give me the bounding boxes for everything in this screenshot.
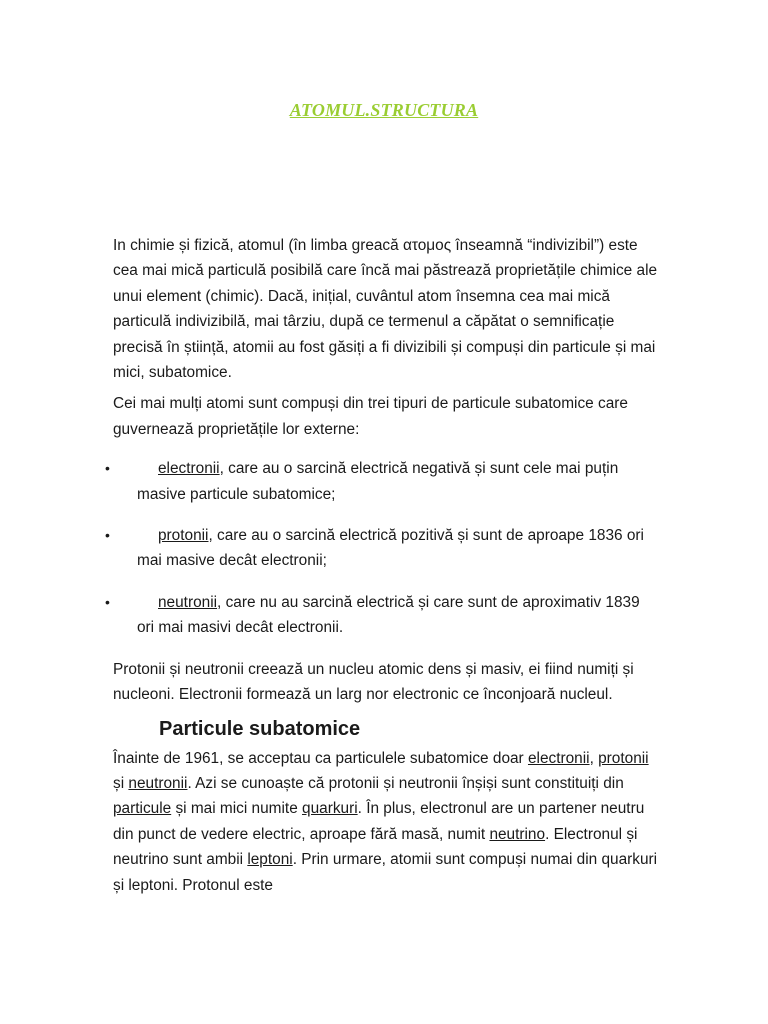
paragraph-nucleons: Protonii și neutronii creează un nucleu atomic dens și masiv, ei fiind numiți și nucleoni. Electronii formează un larg nor electronic ce înconjoară nucleul. <box>113 660 634 704</box>
link-protonii[interactable]: protonii <box>158 527 209 545</box>
link-quarkuri[interactable]: quarkuri <box>302 800 358 818</box>
link-neutrino[interactable]: neutrino <box>489 825 546 843</box>
link-electronii[interactable]: electronii <box>158 460 220 478</box>
list-item-text: , care nu au sarcină electrică și care sunt de aproximativ 1839 ori mai masivi decât electronii. <box>137 593 640 637</box>
particle-list <box>105 456 661 640</box>
list-item <box>105 456 661 507</box>
link-particule[interactable]: particule <box>113 800 172 818</box>
link-neutronii[interactable]: neutronii <box>158 593 218 611</box>
list-item-text: , care au o sarcină electrică pozitivă și sunt de aproape 1836 ori mai masive decât electronii; <box>137 527 644 570</box>
list-item <box>105 523 661 574</box>
bullet-icon: • <box>105 460 110 477</box>
document-title: ATOMUL.STRUCTURA <box>289 100 479 120</box>
link-electronii-2[interactable]: electronii <box>527 749 590 767</box>
document-body <box>105 233 661 898</box>
paragraph-intro: In chimie și fizică, atomul (în limba greacă ατομος înseamnă “indivizibil”) este cea mai mică particulă posibilă care încă mai păstrează proprietățile chimice ale unui element (chimic). Dacă, inițial, cuvântul atom însemna cea mai mică particulă indivizibilă, mai târziu, după ce termenul a căpătat o semnificație precisă în știință, atomii au fost găsiți a fi divizibili și compuși din particule și mai mici, subatomice. <box>113 237 658 382</box>
bullet-icon: • <box>105 593 110 610</box>
link-neutronii-2[interactable]: neutronii <box>128 774 188 792</box>
link-leptoni[interactable]: leptoni <box>247 851 293 869</box>
link-protonii-2[interactable]: protonii <box>598 749 649 767</box>
paragraph-subatomic: Înainte de 1961, se acceptau ca particulele subatomice doar electronii, protonii și neutronii. Azi se cunoaște că protonii și neutronii înșiși sunt constituiți din particule și mai mici numite quarkuri. În plus, electronul are un partener neutru din punct de vedere electric, aproape fără masă, numit neutrino. Electronul și neutrino sunt ambii leptoni. Prin urmare, atomii sunt compuși numai din quarkuri și leptoni. Protonul este <box>113 749 658 894</box>
list-item-text: , care au o sarcină electrică negativă și sunt cele mai puțin masive particule subatomice; <box>137 460 619 503</box>
paragraph-particles: Cei mai mulți atomi sunt compuși din trei tipuri de particule subatomice care guvernează proprietățile lor externe: <box>113 395 628 438</box>
list-item <box>105 590 661 641</box>
section-heading: Particule subatomice <box>159 717 361 740</box>
bullet-icon: • <box>105 527 110 544</box>
